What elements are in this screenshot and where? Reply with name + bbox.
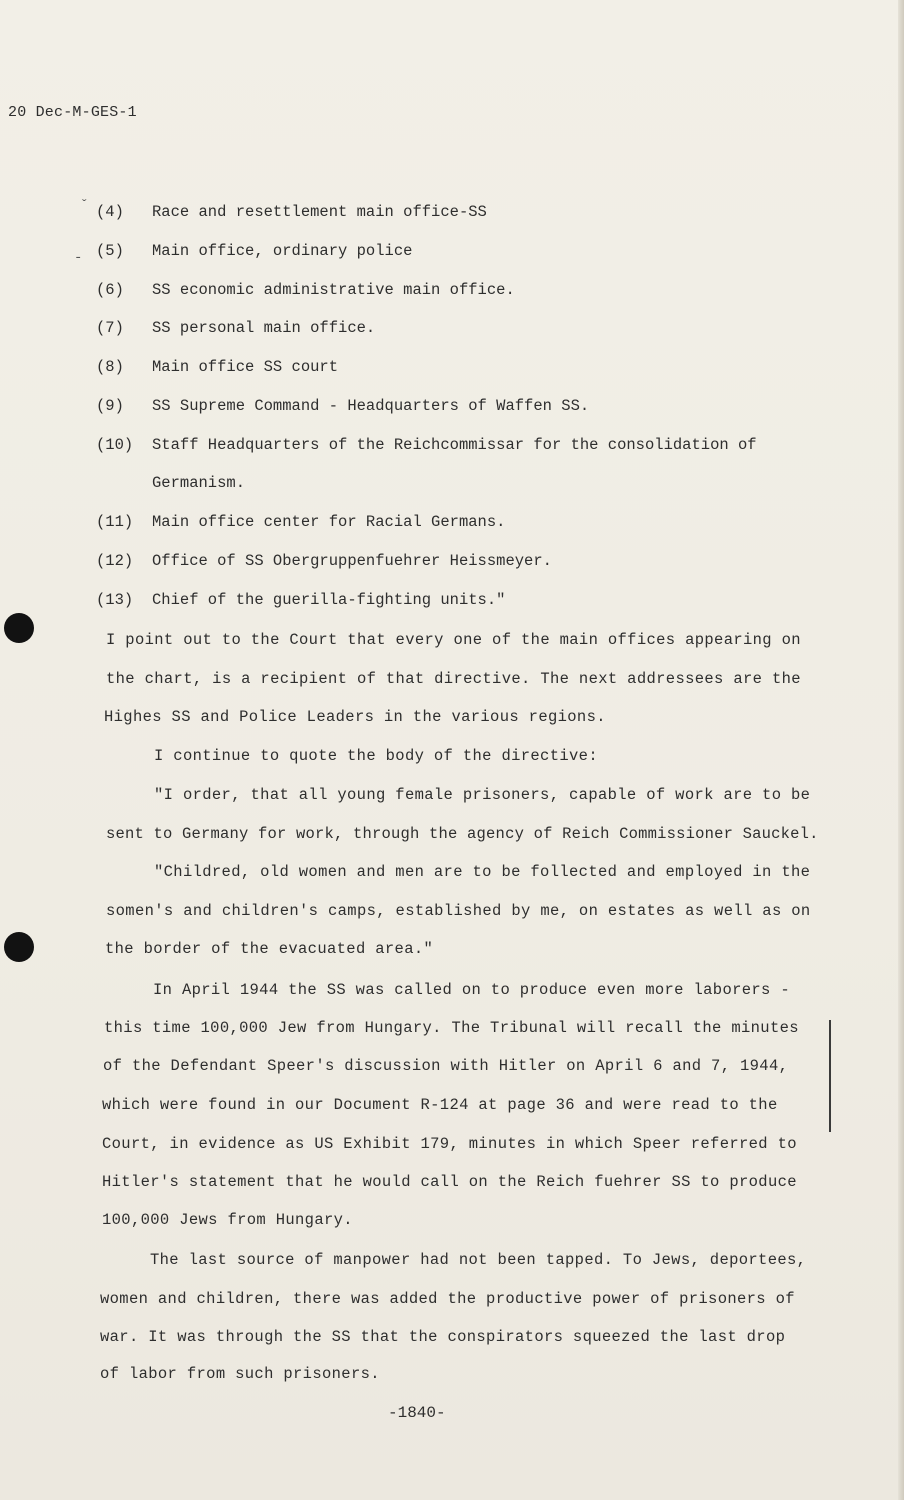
list-item-text: SS personal main office. (152, 319, 376, 337)
body-line: of labor from such prisoners. (100, 1365, 380, 1383)
list-item-number: (9) (96, 397, 124, 415)
body-line: Court, in evidence as US Exhibit 179, minutes in which Speer referred to (102, 1135, 797, 1153)
list-item-number: (12) (96, 552, 134, 570)
list-item-number: (4) (96, 203, 124, 221)
list-item (96, 242, 412, 260)
list-item (96, 591, 505, 609)
body-line: I point out to the Court that every one of the main offices appearing on (106, 631, 801, 649)
body-line: which were found in our Document R-124 at page 36 and were read to the (102, 1096, 778, 1114)
list-item (96, 281, 515, 299)
body-line: Highes SS and Police Leaders in the various regions. (104, 708, 606, 726)
list-item (96, 319, 375, 337)
list-item (96, 358, 338, 376)
margin-tick: - (74, 250, 83, 266)
body-line: I continue to quote the body of the directive: (154, 747, 598, 765)
body-line: this time 100,000 Jew from Hungary. The Tribunal will recall the minutes (104, 1019, 799, 1037)
punch-hole-upper (4, 613, 34, 643)
list-item-text: Main office center for Racial Germans. (152, 513, 506, 531)
list-item-text: SS Supreme Command - Headquarters of Waffen SS. (152, 397, 590, 415)
list-item-text: Germanism. (152, 474, 246, 492)
list-item-number: (13) (96, 591, 134, 609)
body-line: "Childred, old women and men are to be follected and employed in the (154, 863, 811, 881)
list-item-number: (7) (96, 319, 124, 337)
body-line: Hitler's statement that he would call on the Reich fuehrer SS to produce (102, 1173, 797, 1191)
list-item (96, 513, 505, 531)
list-item-text: Main office, ordinary police (152, 242, 413, 260)
body-line: 100,000 Jews from Hungary. (102, 1211, 353, 1229)
list-item-text: SS economic administrative main office. (152, 281, 515, 299)
list-item-text: Staff Headquarters of the Reichcommissar for the consolidation of (152, 436, 757, 454)
list-item-number: (10) (96, 436, 134, 454)
list-item-number: (6) (96, 281, 124, 299)
list-item-text: Main office SS court (152, 358, 339, 376)
list-item-continuation (96, 474, 245, 492)
page-edge (898, 0, 904, 1500)
body-line: somen's and children's camps, established by me, on estates as well as on (106, 902, 811, 920)
margin-tick: ˇ (80, 198, 89, 214)
list-item (96, 397, 589, 415)
list-item-number: (5) (96, 242, 124, 260)
body-line: war. It was through the SS that the conspirators squeezed the last drop (100, 1328, 786, 1346)
body-line: the chart, is a recipient of that directive. The next addressees are the (106, 670, 801, 688)
body-line: "I order, that all young female prisoners, capable of work are to be (154, 786, 811, 804)
body-line: The last source of manpower had not been tapped. To Jews, deportees, (150, 1251, 807, 1269)
list-item-number: (11) (96, 513, 134, 531)
punch-hole-lower (4, 932, 34, 962)
page-number: -1840- (388, 1404, 446, 1422)
body-line: sent to Germany for work, through the agency of Reich Commissioner Sauckel. (106, 825, 819, 843)
list-item-text: Race and resettlement main office-SS (152, 203, 487, 221)
list-item-number: (8) (96, 358, 124, 376)
list-item (96, 436, 757, 454)
document-header: 20 Dec-M-GES-1 (8, 104, 137, 121)
list-item-text: Chief of the guerilla-fighting units." (152, 591, 506, 609)
body-line: In April 1944 the SS was called on to produce even more laborers - (153, 981, 790, 999)
margin-line-mark (829, 1020, 831, 1132)
list-item (96, 552, 552, 570)
list-item-text: Office of SS Obergruppenfuehrer Heissmeyer. (152, 552, 552, 570)
body-line: women and children, there was added the productive power of prisoners of (100, 1290, 795, 1308)
body-line: the border of the evacuated area." (105, 940, 434, 958)
list-item (96, 203, 487, 221)
body-line: of the Defendant Speer's discussion with Hitler on April 6 and 7, 1944, (103, 1057, 789, 1075)
